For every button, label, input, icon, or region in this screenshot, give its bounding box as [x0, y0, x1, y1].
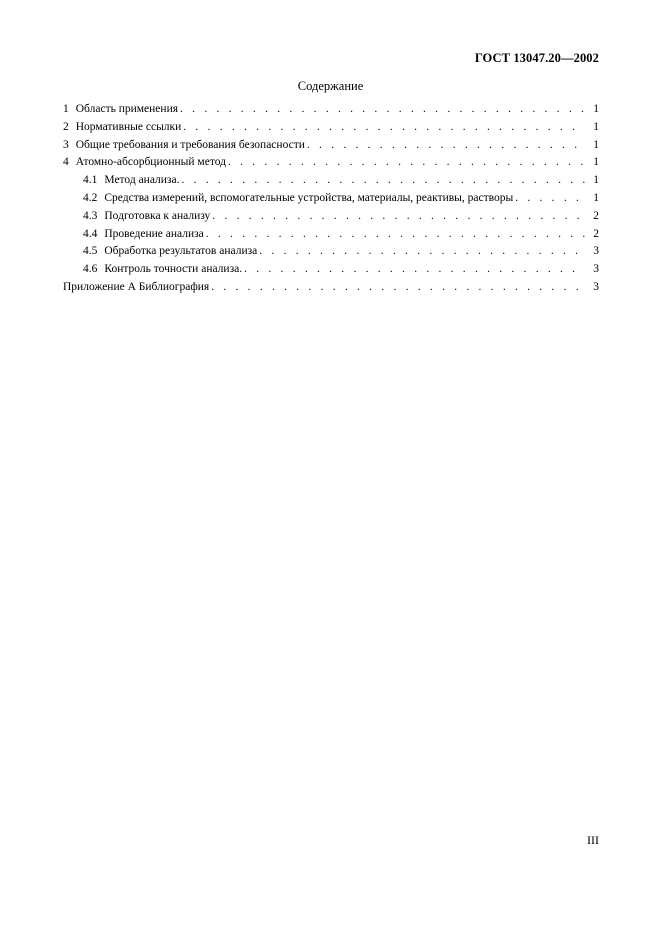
toc-entry-number: 4.4: [83, 227, 98, 240]
toc-entry-number: 4.5: [83, 245, 98, 258]
toc-entry-title: Подготовка к анализу: [104, 209, 211, 222]
toc-entry-number: 1: [63, 103, 69, 115]
toc-leader-dots: [206, 226, 585, 244]
toc-entry-page: 2: [593, 227, 599, 240]
toc-entry-title: Метод анализа.: [104, 174, 180, 187]
toc-entry-page: 1: [593, 120, 599, 133]
toc-entry-title: Атомно-абсорбционный метод: [75, 156, 226, 169]
toc-entry[interactable]: [63, 154, 599, 172]
toc-entry-page: 1: [593, 103, 599, 115]
toc-entry-page: 1: [593, 156, 599, 169]
toc-entry[interactable]: [63, 101, 599, 119]
toc-entry[interactable]: [63, 119, 599, 137]
toc-entry[interactable]: [63, 137, 599, 155]
toc-entry-title: Проведение анализа: [104, 227, 204, 240]
toc-entry-page: 3: [593, 245, 599, 258]
toc-entry-number: 3: [63, 138, 69, 151]
toc-entry-number: 4: [63, 156, 69, 169]
toc-leader-dots: [212, 208, 585, 226]
toc-subentry[interactable]: [63, 261, 599, 279]
toc-entry-page: 3: [593, 280, 599, 293]
toc-entry-title: Область применения: [75, 103, 179, 115]
toc-entry-title: Контроль точности анализа.: [104, 263, 243, 276]
toc-leader-dots: [211, 279, 585, 297]
toc-entry-number: 4.1: [83, 174, 98, 187]
toc-entry-page: 1: [593, 174, 599, 187]
toc-entry-appendix[interactable]: [63, 279, 599, 297]
toc-title: Содержание: [297, 79, 364, 93]
toc-subentry[interactable]: [63, 172, 599, 190]
toc-leader-dots: [183, 119, 585, 137]
page-number: III: [587, 833, 599, 847]
toc-entry-title: Приложение А Библиография: [63, 280, 210, 293]
toc-entry-title: Обработка результатов анализа: [104, 245, 258, 258]
toc-subentry[interactable]: [63, 190, 599, 208]
toc-entry-page: 1: [593, 138, 599, 151]
toc-entry-page: 3: [593, 263, 599, 276]
toc-entry-title: Общие требования и требования безопасности: [75, 138, 305, 151]
toc-leader-dots: [244, 261, 585, 279]
toc-entry-title: Средства измерений, вспомогательные устройства, материалы, реактивы, растворы: [104, 191, 514, 204]
toc-leader-dots: [259, 243, 585, 261]
toc-subentry[interactable]: [63, 208, 599, 226]
table-of-contents: [63, 101, 599, 297]
toc-entry-number: 4.2: [83, 191, 98, 204]
toc-leader-dots: [180, 101, 585, 119]
toc-leader-dots: [515, 190, 585, 208]
toc-entry-number: 2: [63, 120, 69, 133]
toc-leader-dots: [228, 154, 585, 172]
toc-subentry[interactable]: [63, 226, 599, 244]
toc-entry-page: 2: [593, 209, 599, 222]
toc-subentry[interactable]: [63, 243, 599, 261]
toc-entry-number: 4.6: [83, 263, 98, 276]
toc-entry-number: 4.3: [83, 209, 98, 222]
toc-entry-title: Нормативные ссылки: [75, 120, 182, 133]
toc-entry-page: 1: [593, 191, 599, 204]
document-code: ГОСТ 13047.20—2002: [474, 51, 599, 65]
toc-leader-dots: [307, 137, 585, 155]
toc-leader-dots: [181, 172, 585, 190]
